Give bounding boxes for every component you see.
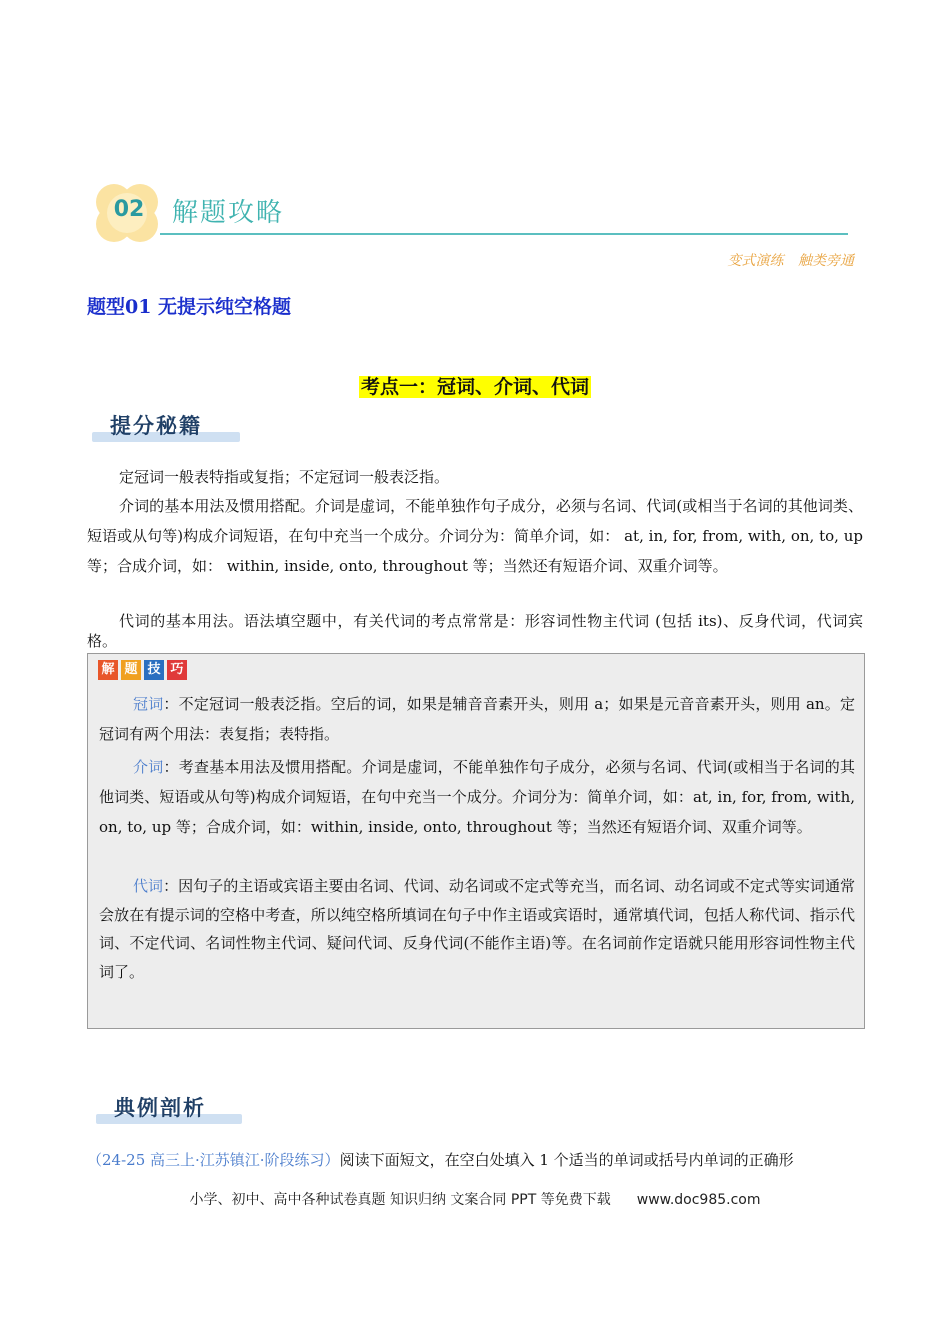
tip-keyword: 介词 — [133, 758, 164, 776]
tip-keyword: 代词 — [133, 877, 164, 895]
tip-text: ：考查基本用法及惯用搭配。介词是虚词，不能单独作句子成分，必须与名词、代词(或相当于名词的其他词类、短语或从句等)构成介词短语，在句中充当一个成分。介词分为：简单介词，如：at, in, for, from, with, on, to, up 等；合成介词，如：within, inside, onto, throughout 等；当然还有短语介词、双重介词等。 — [99, 758, 855, 836]
tip-prepositions — [99, 752, 855, 842]
tip-keyword: 冠词 — [133, 695, 164, 713]
tip-chip: 解 — [98, 660, 118, 680]
tip-articles — [99, 689, 855, 749]
tag-label: 提分秘籍 — [110, 414, 202, 438]
tip-pronouns — [99, 872, 855, 986]
section-title: 解题攻略 — [172, 198, 285, 228]
tip-chip: 技 — [144, 660, 164, 680]
paragraph-prepositions: 介词的基本用法及惯用搭配。介词是虚词，不能单独作句子成分，必须与名词、代词(或相当于名词的其他词类、短语或从句等)构成介词短语，在句中充当一个成分。介词分为：简单介词，如： at, in, for, from, with, on, to, up 等；合成介词，如： within, inside, onto, throughout 等；当然还有短语介词、双重介词等。 — [87, 497, 863, 575]
key-point-text: 考点一：冠词、介词、代词 — [360, 376, 589, 398]
section-divider — [160, 233, 848, 235]
tips-secret-tag — [88, 410, 240, 446]
tip-chip: 巧 — [167, 660, 187, 680]
page-footer — [0, 1189, 950, 1209]
paragraph-articles: 定冠词一般表特指或复指；不定冠词一般表泛指。 — [119, 468, 450, 486]
tag-label: 典例剖析 — [114, 1096, 206, 1120]
tips-label-chips — [98, 660, 187, 680]
footer-site-link[interactable]: www.doc985.com — [636, 1192, 761, 1208]
example-intro — [87, 1146, 867, 1174]
tip-text: ：因句子的主语或宾语主要由名词、代词、动名词或不定式等充当，而名词、动名词或不定式等实词通常会放在有提示词的空格中考查，所以纯空格所填词在句子中作主语或宾语时，通常填代词，包括人称代词、指示代词、不定代词、名词性物主代词、疑问代词、反身代词(不能作主语)等。在名词前作定语就只能用形容词性物主代词了。 — [99, 877, 855, 981]
tip-chip: 题 — [121, 660, 141, 680]
example-source: （24-25 高三上·江苏镇江·阶段练习） — [87, 1151, 340, 1169]
tip-text: ：不定冠词一般表泛指。空后的词，如果是辅音音素开头，则用 a；如果是元音音素开头，则用 an。定冠词有两个用法：表复指；表特指。 — [99, 695, 855, 743]
example-analysis-tag — [92, 1092, 242, 1128]
solution-tips-box — [87, 653, 865, 1029]
question-type-title: 题型01 无提示纯空格题 — [87, 296, 292, 318]
paragraph-pronouns: 代词的基本用法。语法填空题中，有关代词的考点常常是：形容词性物主代词 (包括 its)、反身代词，代词宾格。 — [87, 612, 863, 650]
footer-text: 小学、初中、高中各种试卷真题 知识归纳 文案合同 PPT 等免费下载 — [189, 1192, 611, 1208]
key-point-heading — [0, 372, 950, 399]
section-number: 02 — [113, 197, 145, 222]
section-subtitle: 变式演练 触类旁通 — [727, 253, 854, 269]
example-instruction: 阅读下面短文，在空白处填入 1 个适当的单词或括号内单词的正确形 — [339, 1151, 794, 1169]
